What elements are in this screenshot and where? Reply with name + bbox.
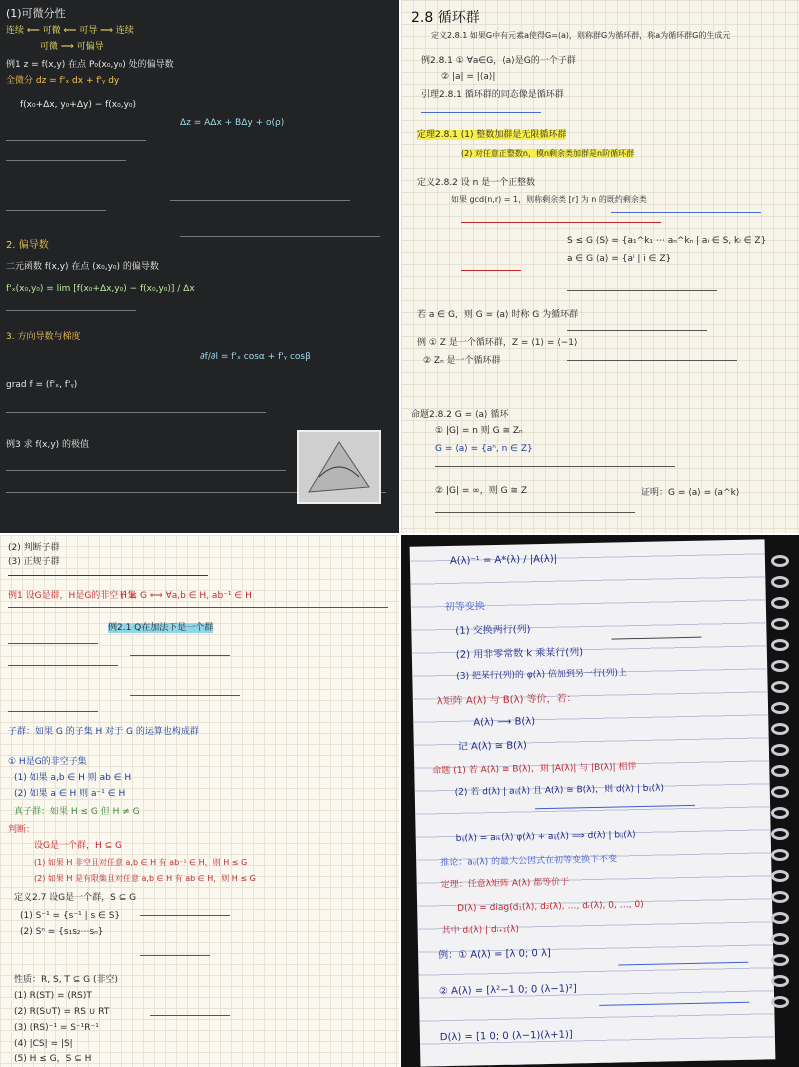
spiral-ring-icon [771,681,789,693]
scribble-line [435,466,675,467]
scribble-line [8,711,98,712]
note-line: 性质：R, S, T ⊆ G (非空) [14,975,119,985]
note-line: 若 a ∈ G，则 G = ⟨a⟩ 时称 G 为循环群 [417,310,579,320]
note-line: (1) R(ST) = (RS)T [14,991,92,1001]
notes-photo-cyclic-groups [401,0,799,533]
scribble-line [435,512,635,513]
scribble-line [8,575,208,576]
note-line: (1) 如果 a,b ∈ H 则 ab ∈ H [14,773,132,783]
note-line: 设G是一个群，H ⊆ G [34,841,122,851]
surface-sketch-icon [299,432,379,502]
note-line: 例2.8.1 ① ∀a∈G，⟨a⟩是G的一个子群 [421,56,576,66]
note-line: 记 A(λ) ≅ B(λ) [457,740,527,753]
spiral-ring-icon [771,765,789,777]
note-line: 推论：aᵢⱼ(λ) 的最大公因式在初等变换下不变 [440,854,618,869]
scribble-line [170,200,350,201]
note-line: 其中 dᵢ(λ) | dᵢ₊₁(λ) [441,924,520,937]
notebook-page [410,539,776,1066]
note-line [417,130,566,141]
note-line: 3. 方向导数与梯度 [6,332,81,342]
note-line: ∂f/∂l = f'ₓ cosα + f'ᵧ cosβ [200,352,311,362]
note-line: ① H是G的非空子集 [8,757,87,767]
spiral-ring-icon [771,744,789,756]
note-line: (2) R(S∪T) = RS ∪ RT [14,1007,110,1017]
spiral-ring-icon [771,849,789,861]
scribble-line [130,695,240,696]
scribble-line [567,290,717,291]
note-line: 例1 z = f(x,y) 在点 P₀(x₀,y₀) 处的偏导数 [6,60,174,70]
note-line: D(λ) = [1 0; 0 (λ−1)(λ+1)] [439,1029,573,1044]
note-line: 可微 ⟹ 可偏导 [40,42,104,52]
scribble-line [612,637,702,640]
scribble-line [535,805,695,809]
scribble-line [6,310,136,311]
scribble-line [567,330,707,331]
notes-photo-calculus-dark [0,0,399,533]
scribble-line [6,412,266,413]
scribble-line [140,955,210,956]
note-line: 定义2.8.1 如果G中有元素a使得G=⟨a⟩，则称群G为循环群，称a为循环群G的生成元 [431,31,731,40]
note-line: 二元函数 f(x,y) 在点 (x₀,y₀) 的偏导数 [6,262,159,272]
note-line: (1)可微分性 [6,7,66,20]
scribble-line [140,915,230,916]
note-line: (3) 把某行(列)的 φ(λ) 倍加到另一行(列)上 [456,668,628,682]
scribble-line [461,222,661,223]
scribble-line [8,643,98,644]
note-line: A(λ)⁻¹ = A*(λ) / |A(λ)| [449,553,558,567]
note-line: 全微分 dz = f'ₓ dx + f'ᵧ dy [6,76,120,86]
note-line: (2) Sⁿ = {s₁s₂⋯sₙ} [20,927,104,937]
note-line: (2) 判断子群 [8,543,60,553]
scribble-line [6,160,126,161]
scribble-line [150,1015,230,1016]
spiral-ring-icon [771,555,789,567]
note-line: f(x₀+Δx, y₀+Δy) − f(x₀,y₀) [20,100,137,110]
scribble-line [611,212,761,213]
note-line: λ矩阵 A(λ) 与 B(λ) 等价，若： [436,693,577,708]
note-line: 命题2.8.2 G = ⟨a⟩ 循环 [411,410,509,420]
note-line: (5) H ≤ G，S ⊆ H [14,1054,92,1064]
note-line: 判断： [8,825,36,835]
spiral-ring-icon [771,996,789,1008]
note-line: 如果 gcd(n,r) = 1，则称剩余类 [r] 为 n 的既约剩余类 [451,195,647,204]
note-line: (2) 若 d(λ) | aᵢⱼ(λ) 且 A(λ) ≅ B(λ)，则 d(λ) | bᵢⱼ(λ) [454,783,665,798]
note-line: ② Zₙ 是一个循环群 [423,356,501,366]
note-line: (1) 交换两行(列) [455,624,531,637]
scribble-line [8,665,118,666]
spiral-ring-icon [771,870,789,882]
scribble-line [421,112,541,113]
note-line: (2) 如果 H 是有限集且对任意 a,b ∈ H 有 ab ∈ H，则 H ≤ G [34,874,256,883]
note-line: f'ₓ(x₀,y₀) = lim [f(x₀+Δx,y₀) − f(x₀,y₀)] / Δx [6,284,195,294]
scribble-line [6,470,286,471]
spiral-ring-icon [771,828,789,840]
note-line: 定义2.7 设G是一个群，S ⊆ G [14,893,137,903]
note-line: 例：① A(λ) = [λ 0; 0 λ] [438,947,551,962]
page-title: 2.8 循环群 [411,10,480,26]
note-line: (2) 如果 a ∈ H 则 a⁻¹ ∈ H [14,789,126,799]
notes-photo-lambda-matrices [401,535,799,1067]
spiral-ring-icon [771,954,789,966]
note-line: grad f = (f'ₓ, f'ᵧ) [6,380,78,390]
note-line: (1) 如果 H 非空且对任意 a,b ∈ H 有 ab⁻¹ ∈ H，则 H ≤ G [34,858,248,867]
spiral-ring-icon [771,597,789,609]
highlighted-text: 定理2.8.1 (1) 整数加群是无限循环群 [417,130,567,140]
note-line [461,148,634,159]
note-line: 例3 求 f(x,y) 的极值 [6,440,90,450]
notes-photo-subgroups [0,535,399,1067]
note-line: (4) |CS| = |S| [14,1039,73,1049]
note-line: 引理2.8.1 循环群的同态像是循环群 [421,90,564,100]
spiral-ring-icon [771,576,789,588]
spiral-ring-icon [771,786,789,798]
note-line: G = ⟨a⟩ = {aⁿ, n ∈ Z} [435,444,533,454]
scribble-line [130,655,230,656]
note-line: A(λ) ⟶ B(λ) [473,716,536,729]
spiral-ring-icon [771,975,789,987]
note-line: a ∈ G ⟨a⟩ = {aⁱ | i ∈ Z} [567,254,672,264]
note-line: 真子群：如果 H ≤ G 但 H ≠ G [14,807,140,817]
spiral-binding [771,555,793,1055]
note-line: 命题 (1) 若 A(λ) ≅ B(λ)，则 |A(λ)| 与 |B(λ)| 相伴 [432,762,637,777]
scribble-line [618,962,748,966]
spiral-ring-icon [771,807,789,819]
scribble-line [567,360,737,361]
highlighted-text: (2) 对任意正整数n，模n剩余类加群是n阶循环群 [461,149,635,158]
note-line: bᵢⱼ(λ) = aᵢₖ(λ) φ(λ) + aᵢⱼ(λ) ⟹ d(λ) | bᵢⱼ(λ) [455,830,636,844]
spiral-ring-icon [771,618,789,630]
note-line: 定义2.8.2 设 n 是一个正整数 [417,178,536,188]
note-line: (1) S⁻¹ = {s⁻¹ | s ∈ S} [20,911,121,921]
note-line: 例 ① Z 是一个循环群，Z = ⟨1⟩ = ⟨−1⟩ [417,338,578,348]
scribble-line [180,236,380,237]
note-line: Δz = AΔx + BΔy + o(ρ) [180,118,285,128]
note-line: 证明：G = ⟨a⟩ = ⟨a^k⟩ [641,488,740,498]
note-line: 定理：任意λ矩阵 A(λ) 都等价于 [440,877,570,891]
spiral-ring-icon [771,723,789,735]
spiral-ring-icon [771,912,789,924]
note-line: (2) 用非零常数 k 乘某行(列) [455,647,584,661]
surface-plot-photo [297,430,381,504]
note-line: S ≤ G ⟨S⟩ = {a₁^k₁ ⋯ aₙ^kₙ | aᵢ ∈ S, kᵢ ∈ Z} [567,236,767,246]
scribble-line [599,1002,749,1006]
note-line: ② A(λ) = [λ²−1 0; 0 (λ−1)²] [438,983,578,998]
note-line: (3) 正规子群 [8,557,60,567]
note-line: 2. 偏导数 [6,240,49,251]
note-line: H ≤ G ⟺ ∀a,b ∈ H, ab⁻¹ ∈ H [120,591,252,601]
note-line: 初等变换 [444,601,485,614]
scribble-line [461,270,521,271]
highlighted-text: 例2.1 Q在加法下是一个群 [108,623,214,633]
note-line: ② |a| = |⟨a⟩| [441,72,496,82]
note-line: (3) (RS)⁻¹ = S⁻¹R⁻¹ [14,1023,99,1033]
scribble-line [6,210,106,211]
note-line: ② |G| = ∞，则 G ≅ Z [435,486,527,496]
spiral-ring-icon [771,639,789,651]
note-line: ① |G| = n 则 G ≅ Zₙ [435,426,523,436]
spiral-ring-icon [771,660,789,672]
spiral-ring-icon [771,933,789,945]
note-line: 子群：如果 G 的子集 H 对于 G 的运算也构成群 [8,727,199,737]
note-line: 例1 设G是群，H是G的非空子集 [8,591,137,601]
scribble-line [6,140,146,141]
spiral-ring-icon [771,891,789,903]
spiral-ring-icon [771,702,789,714]
note-line [108,623,213,634]
note-line: D(λ) = diag(d₁(λ), d₂(λ), …, dᵣ(λ), 0, …, 0) [457,899,644,914]
scribble-line [8,607,388,608]
note-line: 连续 ⟸ 可微 ⟸ 可导 ⟹ 连续 [6,26,134,36]
